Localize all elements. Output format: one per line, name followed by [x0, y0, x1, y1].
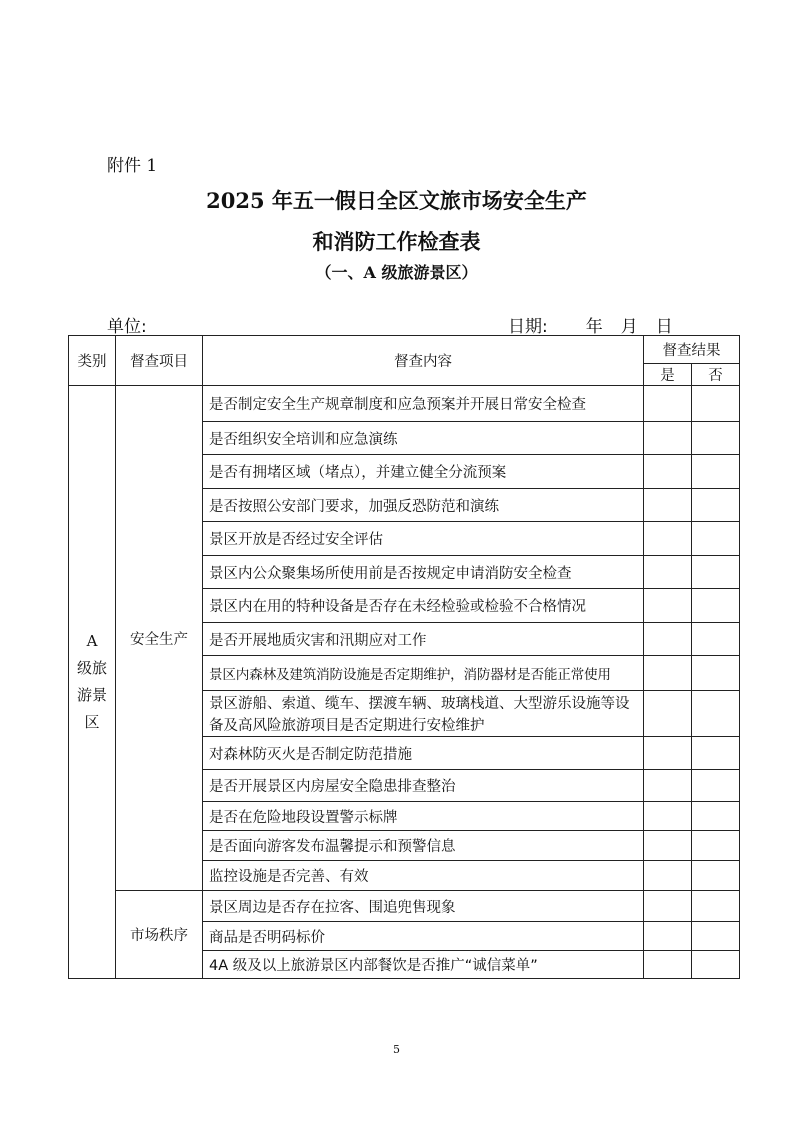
- result-yes-cell[interactable]: [644, 737, 692, 770]
- result-yes-cell[interactable]: [644, 951, 692, 979]
- result-yes-cell[interactable]: [644, 455, 692, 489]
- check-item: 4A 级及以上旅游景区内部餐饮是否推广“诚信菜单”: [203, 951, 644, 979]
- result-no-cell[interactable]: [692, 522, 740, 556]
- result-yes-cell[interactable]: [644, 522, 692, 556]
- check-item: 景区内森林及建筑消防设施是否定期维护，消防器材是否能正常使用: [203, 656, 644, 691]
- check-item: 商品是否明码标价: [203, 922, 644, 951]
- result-no-cell[interactable]: [692, 656, 740, 691]
- result-no-cell[interactable]: [692, 489, 740, 522]
- category-line: 级旅: [76, 659, 107, 677]
- header-yes: 是: [644, 364, 692, 386]
- check-item: 对森林防灭火是否制定防范措施: [203, 737, 644, 770]
- date-day-label: 日: [655, 317, 673, 337]
- date-field: [508, 312, 673, 337]
- result-yes-cell[interactable]: [644, 656, 692, 691]
- header-result: 督查结果: [644, 336, 740, 364]
- category-line: 区: [84, 713, 100, 731]
- date-month-label: 月: [620, 317, 638, 337]
- result-yes-cell[interactable]: [644, 422, 692, 455]
- date-label: 日期:: [508, 317, 548, 337]
- check-item: 监控设施是否完善、有效: [203, 861, 644, 891]
- result-yes-cell[interactable]: [644, 691, 692, 737]
- result-no-cell[interactable]: [692, 556, 740, 589]
- result-no-cell[interactable]: [692, 802, 740, 831]
- category-cell: [69, 386, 116, 979]
- header-no: 否: [692, 364, 740, 386]
- result-no-cell[interactable]: [692, 589, 740, 623]
- result-no-cell[interactable]: [692, 831, 740, 861]
- check-item: 是否开展地质灾害和汛期应对工作: [203, 623, 644, 656]
- check-item: 景区开放是否经过安全评估: [203, 522, 644, 556]
- result-no-cell[interactable]: [692, 861, 740, 891]
- result-yes-cell[interactable]: [644, 831, 692, 861]
- document-subtitle: （一、A 级旅游景区）: [315, 263, 478, 282]
- attachment-label: 附件 1: [107, 156, 158, 176]
- check-item: 景区内在用的特种设备是否存在未经检验或检验不合格情况: [203, 589, 644, 623]
- result-yes-cell[interactable]: [644, 891, 692, 922]
- result-yes-cell[interactable]: [644, 623, 692, 656]
- result-yes-cell[interactable]: [644, 802, 692, 831]
- document-title-line1: 2025 年五一假日全区文旅市场安全生产: [206, 188, 587, 213]
- check-item: 是否按照公安部门要求，加强反恐防范和演练: [203, 489, 644, 522]
- group-safety-production: 安全生产: [116, 386, 203, 891]
- result-no-cell[interactable]: [692, 737, 740, 770]
- result-yes-cell[interactable]: [644, 770, 692, 802]
- page-number: 5: [393, 1043, 400, 1056]
- check-item-text: 景区游船、索道、缆车、摆渡车辆、玻璃栈道、大型游乐设施等设备及高风险旅游项目是否定期进行安检维护: [209, 695, 630, 734]
- result-no-cell[interactable]: [692, 386, 740, 422]
- result-yes-cell[interactable]: [644, 589, 692, 623]
- result-yes-cell[interactable]: [644, 556, 692, 589]
- header-item: 督查项目: [116, 336, 203, 386]
- inspection-table: [68, 335, 740, 979]
- result-yes-cell[interactable]: [644, 489, 692, 522]
- result-no-cell[interactable]: [692, 951, 740, 979]
- header-category: 类别: [69, 336, 116, 386]
- unit-field-label: 单位:: [107, 317, 147, 337]
- check-item: 景区周边是否存在拉客、围追兜售现象: [203, 891, 644, 922]
- result-no-cell[interactable]: [692, 623, 740, 656]
- result-no-cell[interactable]: [692, 922, 740, 951]
- result-yes-cell[interactable]: [644, 386, 692, 422]
- result-no-cell[interactable]: [692, 770, 740, 802]
- document-title-line2: 和消防工作检查表: [312, 229, 481, 254]
- result-no-cell[interactable]: [692, 891, 740, 922]
- category-line: A: [86, 632, 98, 650]
- check-item: 是否有拥堵区域（堵点），并建立健全分流预案: [203, 455, 644, 489]
- check-item: 是否面向游客发布温馨提示和预警信息: [203, 831, 644, 861]
- check-item: 是否制定安全生产规章制度和应急预案并开展日常安全检查: [203, 386, 644, 422]
- result-no-cell[interactable]: [692, 691, 740, 737]
- group-market-order: 市场秩序: [116, 891, 203, 979]
- check-item: 是否组织安全培训和应急演练: [203, 422, 644, 455]
- result-no-cell[interactable]: [692, 422, 740, 455]
- check-item: 是否开展景区内房屋安全隐患排查整治: [203, 770, 644, 802]
- check-item-multiline: [203, 691, 644, 737]
- header-content: 督查内容: [203, 336, 644, 386]
- result-no-cell[interactable]: [692, 455, 740, 489]
- result-yes-cell[interactable]: [644, 861, 692, 891]
- check-item: 是否在危险地段设置警示标牌: [203, 802, 644, 831]
- result-yes-cell[interactable]: [644, 922, 692, 951]
- check-item: 景区内公众聚集场所使用前是否按规定申请消防安全检查: [203, 556, 644, 589]
- category-line: 游景: [76, 686, 107, 704]
- date-year-label: 年: [585, 317, 603, 337]
